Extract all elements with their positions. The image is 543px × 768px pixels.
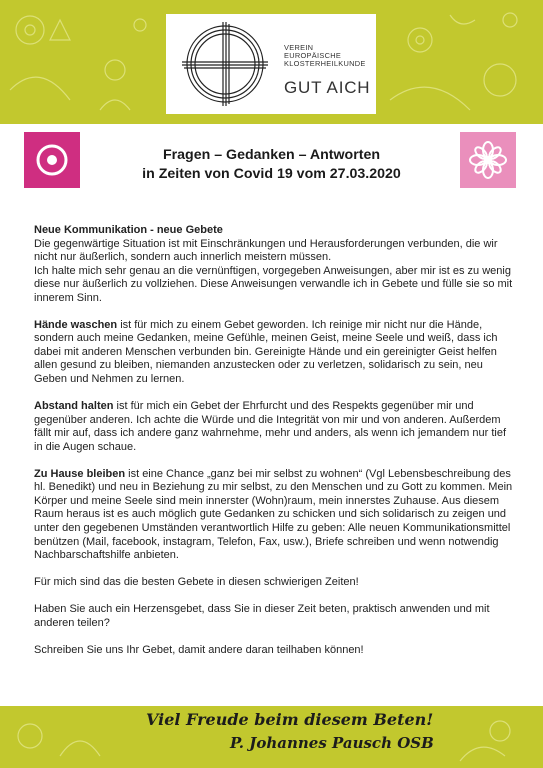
title-line-1: Fragen – Gedanken – Antworten [162,147,381,163]
paragraph-text: Die gegenwärtige Situation ist mit Einschränkungen und Herausforderungen verbunden, die wir nicht nur äußerlich, sondern auch innerlich meistern müssen. [34,237,498,264]
section-heading: Neue Kommunikation - neue Gebete [34,224,223,236]
paragraph [34,224,514,305]
logo-line: EUROPÄISCHE [284,51,342,60]
logo-line: KLOSTERHEILKUNDE [284,59,366,68]
title-line-2: in Zeiten von Covid 19 vom 27.03.2020 [142,166,401,182]
paragraph [34,319,514,387]
section-heading: Hände waschen [34,318,118,331]
paragraph-text: ist für mich ein Gebet der Ehrfurcht und des Respekts gegenüber mir und gegenüber anderen. Ich achte die Würde und die Integrität von mir und von anderen. Außerdem fällt mir auf, dass ich andere ganz wahrnehme, mehr und anders, als wenn ich jemandem nur tief in die Augen schaue. [34,400,507,453]
logo-line: VEREIN [284,43,314,52]
section-heading: Zu Hause bleiben [34,467,126,480]
header-band [0,0,543,124]
cross-logo-icon [174,20,276,108]
circle-target-graphic [24,132,80,188]
closing-line: Viel Freude beim diesem Beten! [146,710,434,729]
body-text [34,224,514,671]
circle-target-icon [24,132,80,188]
flower-icon [460,132,516,188]
paragraph-text: ist für mich zu einem Gebet geworden. Ich reinige mir nicht nur die Hände, sondern auch meine Gedanken, meine Gefühle, meinen Geist, meine Seele und weiß, dass ich dabei mit anderen Menschen verbunden bin. Gereinigte Hände und ein gereinigter Geist helfen allen gesund zu bleiben, niemanden anzustecken oder zu verletzen, solidarisch zu sein, neu Geben und Nehmen zu lernen. [34,318,498,386]
signature: P. Johannes Pausch OSB [230,734,434,752]
flower-graphic [460,132,516,188]
logo-text [284,44,376,68]
paragraph [34,400,514,454]
paragraph: Schreiben Sie uns Ihr Gebet, damit andere daran teilhaben können! [34,643,364,656]
logo-name: GUT AICH [284,78,371,97]
paragraph: Für mich sind das die besten Gebete in diesen schwierigen Zeiten! [34,576,359,589]
paragraph-text: Ich halte mich sehr genau an die vernünftigen, vorgegeben Anweisungen, aber mir ist es zu wenig diese nur äußerlich zu vollziehen. Diese Anweisungen verwandle ich in Gebete und fülle sie so mit innerem Sinn. [34,264,513,304]
page-title [100,146,443,184]
paragraph-text: ist eine Chance „ganz bei mir selbst zu wohnen“ (Vgl Lebensbeschreibung des hl. Benedikt) und neu in Beziehung zu mir selbst, zu den Menschen und zu Gott zu kommen. Mein Körper und meine Seele sind mein innerster (Wohn)raum, mein innerstes Zuhause. Aus diesem Raum heraus ist es auch möglich gute Gedanken zu schicken und sich solidarisch zu zeigen und unter den gegebenen Umständen verantwortlich Hilfe zu geben: Alle neuen Kommunikationsmittel benützen (Mail, facebook, instagram, Telefon, Fax, usw.), Briefe schreiben und wenn notwendig Nachbarschaftshilfe anbieten. [34,467,513,562]
logo-box [166,14,376,114]
paragraph [34,468,514,563]
paragraph: Haben Sie auch ein Herzensgebet, dass Sie in dieser Zeit beten, praktisch anwenden und mit anderen teilen? [34,603,490,629]
section-heading: Abstand halten [34,400,114,413]
